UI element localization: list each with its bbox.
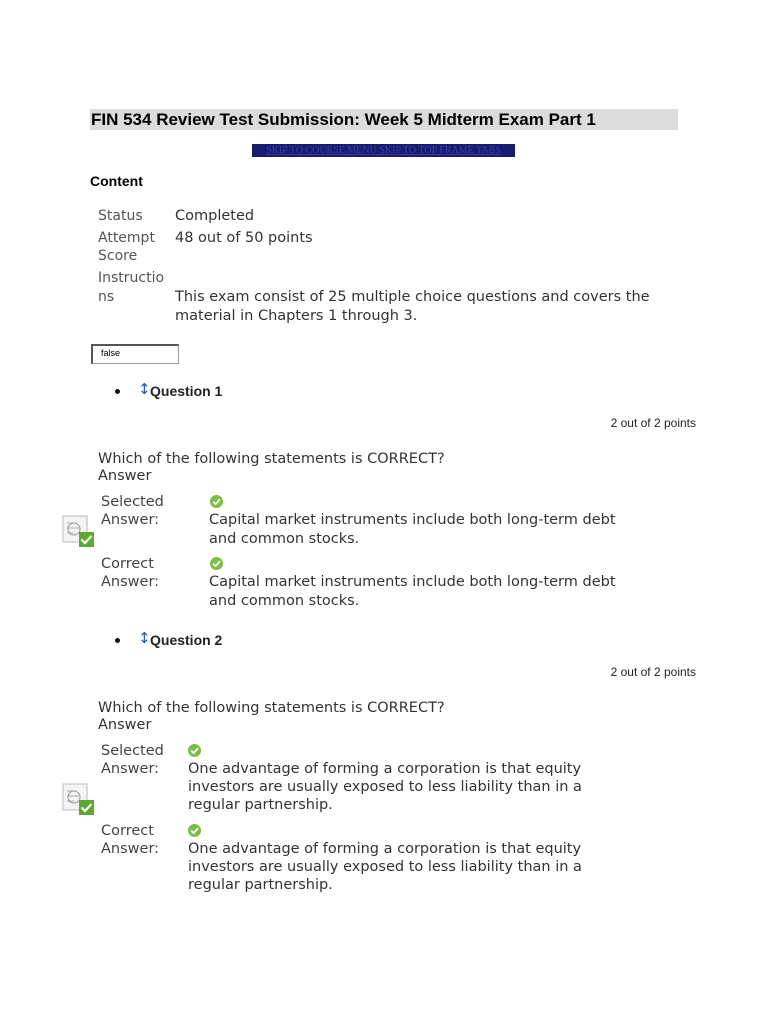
q2-correct-label-line1: Correct [101, 823, 154, 839]
q1-correct-answer-line2: and common stocks. [209, 593, 360, 609]
q1-selected-label-line1: Selected [101, 494, 164, 510]
q2-selected-label-line1: Selected [101, 743, 164, 759]
question-2-prompt: Which of the following statements is CORRECT? [98, 700, 445, 716]
q2-selected-answer-line2: investors are usually exposed to less liability than in a [188, 779, 582, 795]
check-circle-icon [188, 824, 201, 837]
q2-selected-answer-line3: regular partnership. [188, 797, 333, 813]
q2-selected-answer-line1: One advantage of forming a corporation is that equity [188, 761, 582, 777]
q1-selected-answer-line2: and common stocks. [209, 531, 360, 547]
graded-correct-icon [62, 783, 95, 816]
attempt-score-label-line1: Attempt [98, 230, 155, 246]
instructions-label-line1: Instructio [98, 270, 165, 286]
q1-selected-label-line2: Answer: [101, 512, 160, 528]
skip-links[interactable]: SKIP TO COURSE MENU SKIP TO TOP FRAME TABS [252, 144, 515, 157]
status-label: Status [98, 208, 143, 224]
question-1-heading[interactable]: Question 1 [150, 383, 223, 399]
q1-correct-answer-line1: Capital market instruments include both long-term debt [209, 574, 616, 590]
attempt-score-value: 48 out of 50 points [175, 230, 313, 246]
q2-correct-answer-line2: investors are usually exposed to less liability than in a [188, 859, 582, 875]
check-circle-icon [188, 744, 201, 757]
status-value: Completed [175, 208, 255, 224]
instructions-value-line1: This exam consist of 25 multiple choice questions and covers the [175, 289, 650, 305]
question-2-heading[interactable]: Question 2 [150, 632, 223, 648]
q2-correct-label-line2: Answer: [101, 841, 160, 857]
question-1-answer-label: Answer [98, 468, 152, 484]
list-bullet [115, 638, 120, 643]
page-title: FIN 534 Review Test Submission: Week 5 Midterm Exam Part 1 [90, 109, 678, 130]
check-circle-icon [210, 557, 223, 570]
up-down-arrow-icon[interactable]: ↕ [138, 380, 151, 398]
q1-correct-label-line2: Answer: [101, 574, 160, 590]
false-toggle-field[interactable]: false [91, 344, 179, 364]
question-2-answer-label: Answer [98, 717, 152, 733]
instructions-label-line2: ns [98, 289, 115, 305]
q2-correct-answer-line3: regular partnership. [188, 877, 333, 893]
question-2-points: 2 out of 2 points [610, 665, 696, 679]
q2-correct-answer-line1: One advantage of forming a corporation is that equity [188, 841, 582, 857]
up-down-arrow-icon[interactable]: ↕ [138, 629, 151, 647]
content-heading: Content [90, 173, 143, 189]
attempt-score-label-line2: Score [98, 248, 138, 264]
question-1-points: 2 out of 2 points [610, 416, 696, 430]
q1-correct-label-line1: Correct [101, 556, 154, 572]
q2-selected-label-line2: Answer: [101, 761, 160, 777]
check-circle-icon [210, 495, 223, 508]
list-bullet [115, 389, 120, 394]
q1-selected-answer-line1: Capital market instruments include both long-term debt [209, 512, 616, 528]
question-1-prompt: Which of the following statements is CORRECT? [98, 451, 445, 467]
graded-correct-icon [62, 515, 95, 548]
instructions-value-line2: material in Chapters 1 through 3. [175, 308, 418, 324]
